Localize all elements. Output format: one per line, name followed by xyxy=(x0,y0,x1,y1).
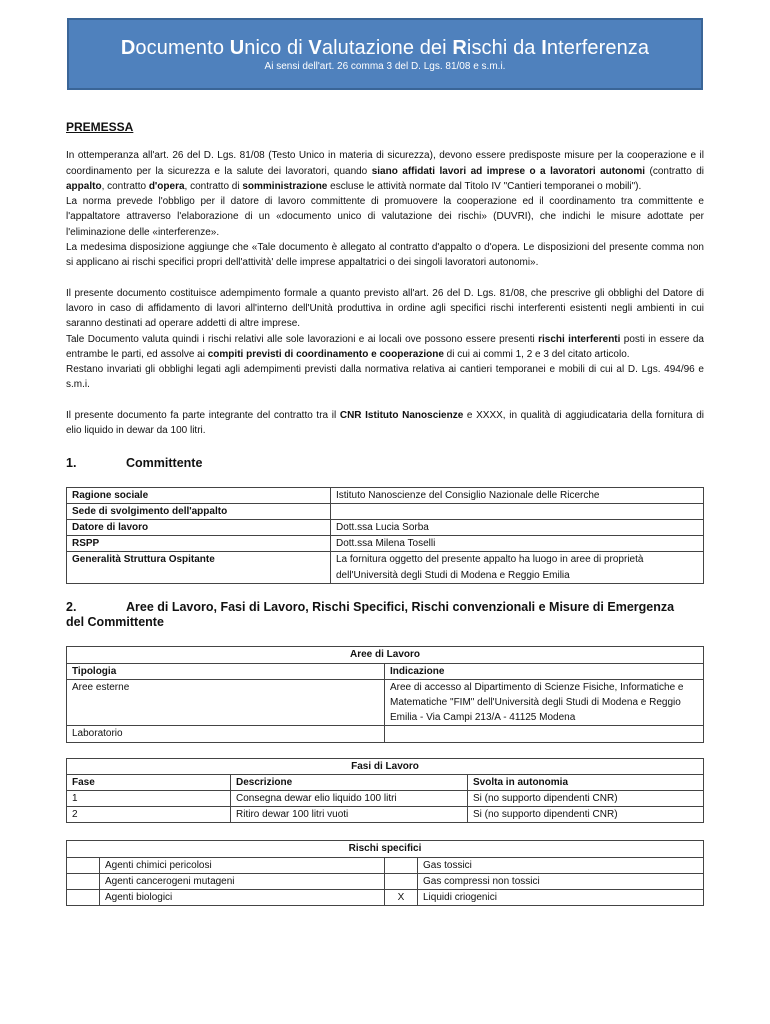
fasi-fase: 2 xyxy=(67,807,231,823)
title-initial: R xyxy=(452,37,467,59)
aree-caption: Aree di Lavoro xyxy=(67,647,704,663)
rischi-left: Agenti cancerogeni mutageni xyxy=(100,873,385,889)
section-2-number: 2. xyxy=(66,599,77,614)
table-row xyxy=(67,726,704,742)
bold-text-run: somministrazione xyxy=(242,180,328,192)
section-2-heading xyxy=(66,600,704,631)
text-run: Il presente documento fa parte integrante del contratto tra il xyxy=(66,409,340,421)
premessa-paragraph-6: Restano invariati gli obblighi legati agli adempimenti previsti dalla normativa relativa ai cantieri temporanei e mobili di cui al D. Lgs. 494/96 e s.m.i. xyxy=(66,364,704,391)
premessa-paragraph-3: La medesima disposizione aggiunge che «Tale documento è allegato al contratto d'appalto o d'opera. Le disposizioni del presente comma non si applicano ai rischi specifici propri dell'attività' delle imprese appaltatrici o dei singoli lavoratori autonomi». xyxy=(66,242,704,269)
rischi-mark xyxy=(67,890,100,906)
title-initial: I xyxy=(541,37,547,59)
table-row xyxy=(67,791,704,807)
section-1-number: 1. xyxy=(66,456,77,471)
rischi-right: Gas tossici xyxy=(418,857,704,873)
rischi-right: Gas compressi non tossici xyxy=(418,873,704,889)
rischi-caption: Rischi specifici xyxy=(67,841,704,857)
aree-indicazione xyxy=(385,726,704,742)
fasi-descrizione: Consegna dewar elio liquido 100 litri xyxy=(231,791,468,807)
title-initial: U xyxy=(229,37,245,59)
section-1-heading xyxy=(66,456,704,471)
bold-text-run: d'opera xyxy=(148,180,185,192)
premessa-paragraph-1 xyxy=(66,148,704,194)
text-run: Tale Documento valuta quindi i rischi relativi alle sole lavorazioni e ai locali ove possono essere presenti xyxy=(66,333,539,345)
fasi-fase: 1 xyxy=(67,791,231,807)
table-row xyxy=(67,679,704,726)
table-row xyxy=(67,520,704,536)
document-title xyxy=(69,36,701,60)
rischi-right: Liquidi criogenici xyxy=(418,890,704,906)
rischi-left: Agenti chimici pericolosi xyxy=(100,857,385,873)
bold-text-run: CNR Istituto Nanoscienze xyxy=(339,409,464,421)
rischi-mark xyxy=(67,857,100,873)
committente-label: Generalità Struttura Ospitante xyxy=(67,552,331,583)
fasi-descrizione: Ritiro dewar 100 litri vuoti xyxy=(231,807,468,823)
text-run: , contratto xyxy=(101,180,149,192)
bold-text-run: compiti previsti di coordinamento e cooperazione xyxy=(207,348,444,360)
bold-text-run: appalto xyxy=(66,180,102,192)
rischi-specifici-table xyxy=(66,840,704,906)
table-row xyxy=(67,857,704,873)
text-run: In ottemperanza all'art. 26 del D. Lgs. 81/08 (Testo Unico in materia di sicurezza), devono essere predisposte misure per la cooperazione e il coordinamento per la sicurezza e la salute dei lavoratori, quando xyxy=(66,150,704,177)
committente-value xyxy=(331,503,704,519)
committente-value: La fornitura oggetto del presente appalto ha luogo in aree di proprietà dell'Università degli Studi di Modena e Reggio Emilia xyxy=(331,552,704,583)
text-run: (contratto di xyxy=(645,165,704,177)
table-row xyxy=(67,552,704,583)
fasi-caption: Fasi di Lavoro xyxy=(67,758,704,774)
committente-value: Dott.ssa Lucia Sorba xyxy=(331,520,704,536)
title-word-rest: alutazione dei xyxy=(321,37,453,59)
committente-label: Datore di lavoro xyxy=(67,520,331,536)
table-row xyxy=(67,487,704,503)
table-row xyxy=(67,536,704,552)
document-body xyxy=(66,120,704,906)
committente-label: Ragione sociale xyxy=(67,487,331,503)
rischi-mark xyxy=(385,873,418,889)
premessa-paragraph-5 xyxy=(66,332,704,363)
title-word-rest: nico di xyxy=(244,37,309,59)
bold-text-run: rischi interferenti xyxy=(538,333,621,345)
premessa-paragraph-4: Il presente documento costituisce adempimento formale a quanto previsto all'art. 26 del D. Lgs. 81/08, che prescrive gli obblighi del Datore di lavoro in caso di affidamento di lavori all'interno dell'Unità produttiva in ordine agli specifici rischi interferenti esistenti negli ambienti in cui saranno destinati ad operare addetti di altre imprese. xyxy=(66,287,704,330)
aree-col-indicazione: Indicazione xyxy=(385,663,704,679)
committente-label: Sede di svolgimento dell'appalto xyxy=(67,503,331,519)
section-1-title: Committente xyxy=(126,456,203,471)
text-run: , contratto di xyxy=(184,180,243,192)
document-subtitle: Ai sensi dell'art. 26 comma 3 del D. Lgs. 81/08 e s.m.i. xyxy=(264,61,506,72)
text-run: e XXXX, in qualità di aggiudicataria della fornitura di elio liquido in dewar da 100 litri. xyxy=(66,409,705,437)
aree-tipologia: Aree esterne xyxy=(67,679,385,726)
rischi-mark xyxy=(385,857,418,873)
table-row xyxy=(67,873,704,889)
fasi-col-autonomia: Svolta in autonomia xyxy=(468,774,704,790)
section-2-title-line1: Aree di Lavoro, Fasi di Lavoro, Rischi Specifici, Rischi convenzionali e Misure di Emergenza xyxy=(126,599,675,614)
rischi-mark xyxy=(67,873,100,889)
rischi-mark: X xyxy=(385,890,418,906)
aree-tipologia: Laboratorio xyxy=(67,726,385,742)
title-word-rest: ischi da xyxy=(466,37,542,59)
committente-label: RSPP xyxy=(67,536,331,552)
fasi-autonomia: Si (no supporto dipendenti CNR) xyxy=(468,807,704,823)
aree-di-lavoro-table xyxy=(66,646,704,742)
title-initial: D xyxy=(120,37,136,59)
premessa-paragraph-7 xyxy=(66,408,704,439)
committente-value: Dott.ssa Milena Toselli xyxy=(331,536,704,552)
aree-col-tipologia: Tipologia xyxy=(67,663,385,679)
table-row xyxy=(67,890,704,906)
committente-table xyxy=(66,487,704,584)
rischi-left: Agenti biologici xyxy=(100,890,385,906)
committente-value: Istituto Nanoscienze del Consiglio Nazionale delle Ricerche xyxy=(331,487,704,503)
title-initial: V xyxy=(308,37,322,59)
section-2-title-line2: del Committente xyxy=(66,615,164,630)
table-row xyxy=(67,807,704,823)
text-run: escluse le attività normate dal Titolo IV "Cantieri temporanei o mobili"). xyxy=(327,180,642,192)
fasi-autonomia: Si (no supporto dipendenti CNR) xyxy=(468,791,704,807)
table-row xyxy=(67,503,704,519)
fasi-col-fase: Fase xyxy=(67,774,231,790)
premessa-heading: PREMESSA xyxy=(66,120,134,134)
document-title-banner xyxy=(67,18,703,90)
title-word-rest: nterferenza xyxy=(546,37,650,59)
text-run: di cui ai commi 1, 2 e 3 del citato articolo. xyxy=(443,348,630,360)
premessa-paragraph-2: La norma prevede l'obbligo per il datore di lavoro committente di promuovere la cooperazione ed il coordinamento tra committente e l'appaltatore attraverso l'elaborazione di un «documento unico di valutazione dei rischi» (DUVRI), che indichi le misure adottate per l'eliminazione delle «interferenze». xyxy=(66,196,704,238)
text-run: posti in essere da entrambe le parti, ed assolve ai xyxy=(66,333,704,360)
fasi-col-descrizione: Descrizione xyxy=(231,774,468,790)
title-word-rest: ocumento xyxy=(135,37,230,59)
aree-indicazione: Aree di accesso al Dipartimento di Scienze Fisiche, Informatiche e Matematiche "FIM" dell'Università degli Studi di Modena e Reggio Emilia - Via Campi 213/A - 41125 Modena xyxy=(385,679,704,726)
bold-text-run: siano affidati lavori ad imprese o a lavoratori autonomi xyxy=(371,165,646,177)
fasi-di-lavoro-table xyxy=(66,758,704,824)
